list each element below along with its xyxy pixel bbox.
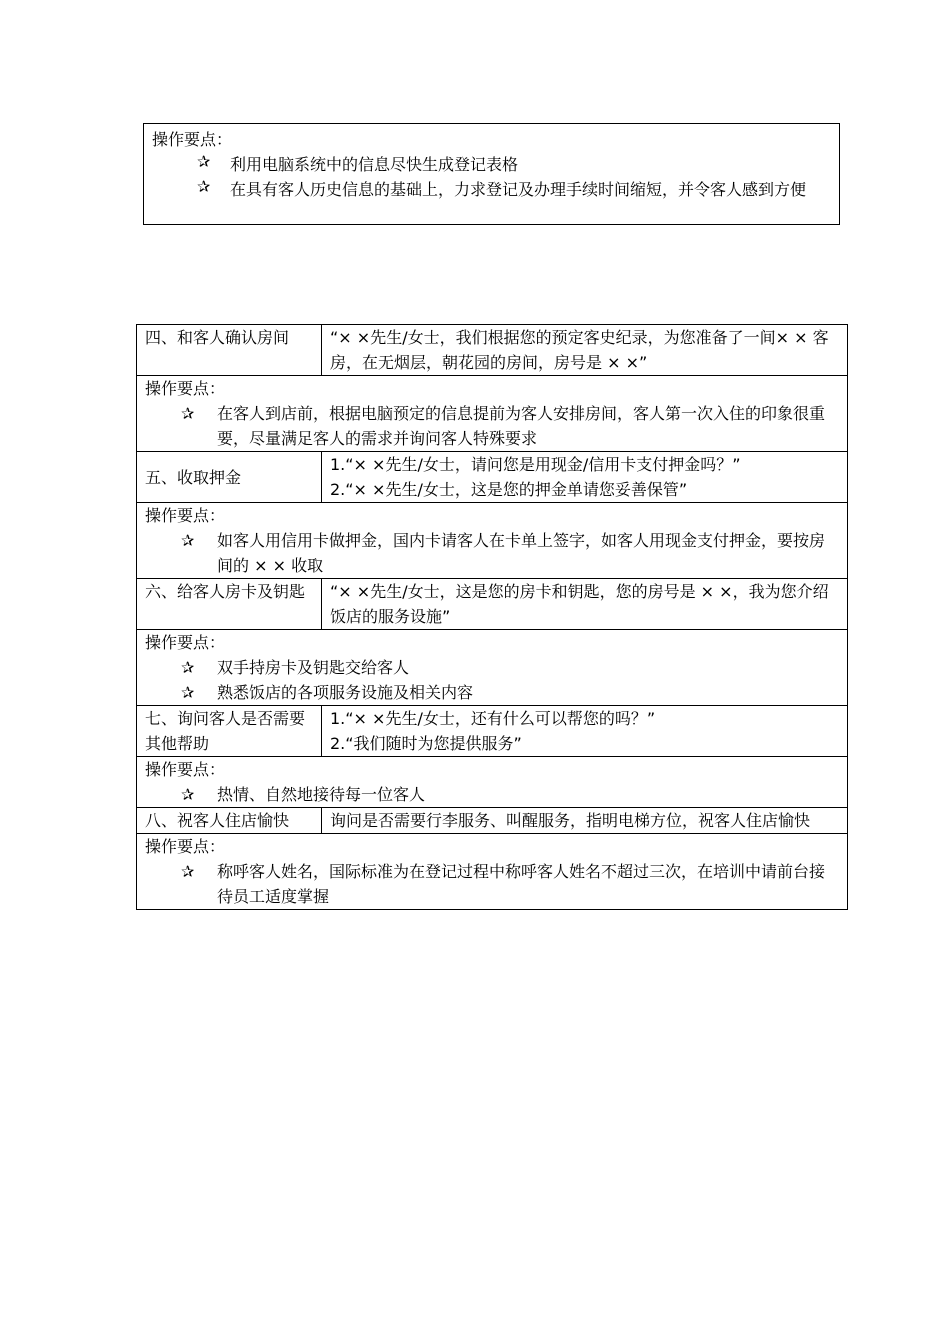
script-line: 1.“× ×先生/女士，还有什么可以帮您的吗？” (330, 709, 656, 728)
points-heading: 操作要点： (152, 130, 233, 149)
table-row (137, 452, 848, 503)
star-outline-icon: ✰ (181, 531, 195, 550)
bullet-text: 熟悉饭店的各项服务设施及相关内容 (217, 683, 474, 702)
star-outline-icon: ✰ (197, 152, 211, 171)
star-outline-icon: ✰ (197, 177, 211, 196)
step-points (137, 376, 848, 452)
table-row (137, 757, 848, 808)
table-row (137, 834, 848, 910)
points-heading: 操作要点： (145, 633, 226, 652)
step-points (137, 834, 848, 910)
procedure-table (136, 324, 848, 910)
script-line: 1.“× ×先生/女士，请问您是用现金/信用卡支付押金吗？” (330, 455, 741, 474)
bullet-text: 称呼客人姓名，国际标准为在登记过程中称呼客人姓名不超过三次，在培训中请前台接待员工适度掌握 (217, 862, 826, 906)
list-item (145, 680, 839, 705)
table-row (137, 579, 848, 630)
points-heading: 操作要点： (145, 379, 226, 398)
step-script: 询问是否需要行李服务、叫醒服务，指明电梯方位，祝客人住店愉快 (322, 808, 848, 834)
bullet-text: 热情、自然地接待每一位客人 (217, 785, 426, 804)
list-item (145, 528, 839, 578)
star-outline-icon: ✰ (181, 683, 195, 702)
step-script (322, 452, 848, 503)
step-title: 四、和客人确认房间 (137, 325, 322, 376)
step-points (137, 757, 848, 808)
bullet-text: 在客人到店前，根据电脑预定的信息提前为客人安排房间，客人第一次入住的印象很重要，尽量满足客人的需求并询问客人特殊要求 (217, 404, 826, 448)
step-title: 五、收取押金 (137, 452, 322, 503)
table-row (137, 630, 848, 706)
table-row (137, 325, 848, 376)
table-row (137, 503, 848, 579)
step-script: “× ×先生/女士，这是您的房卡和钥匙，您的房号是 × ×，我为您介绍饭店的服务设施” (322, 579, 848, 630)
list-item (152, 177, 829, 202)
step-title: 八、祝客人住店愉快 (137, 808, 322, 834)
step-script: “× ×先生/女士，我们根据您的预定客史纪录，为您准备了一间× × 客房，在无烟层，朝花园的房间，房号是 × ×” (322, 325, 848, 376)
script-line: 2.“我们随时为您提供服务” (330, 734, 522, 753)
step-points (137, 503, 848, 579)
points-heading: 操作要点： (145, 506, 226, 525)
bullet-text: 如客人用信用卡做押金，国内卡请客人在卡单上签字，如客人用现金支付押金，要按房间的 × × 收取 (217, 531, 826, 575)
bullet-text: 在具有客人历史信息的基础上，力求登记及办理手续时间缩短，并令客人感到方便 (230, 180, 807, 199)
operation-points-box (143, 123, 840, 225)
list-item (152, 152, 829, 177)
list-item (145, 401, 839, 451)
step-script (322, 706, 848, 757)
star-outline-icon: ✰ (181, 862, 195, 881)
step-points (137, 630, 848, 706)
step-title: 七、询问客人是否需要其他帮助 (137, 706, 322, 757)
star-outline-icon: ✰ (181, 785, 195, 804)
step-title: 六、给客人房卡及钥匙 (137, 579, 322, 630)
table-row (137, 706, 848, 757)
bullet-text: 利用电脑系统中的信息尽快生成登记表格 (230, 155, 519, 174)
table-row (137, 376, 848, 452)
list-item (145, 859, 839, 909)
list-item (145, 782, 839, 807)
list-item (145, 655, 839, 680)
script-line: 2.“× ×先生/女士，这是您的押金单请您妥善保管” (330, 480, 688, 499)
star-outline-icon: ✰ (181, 404, 195, 423)
table-row (137, 808, 848, 834)
star-outline-icon: ✰ (181, 658, 195, 677)
points-heading: 操作要点： (145, 837, 226, 856)
bullet-text: 双手持房卡及钥匙交给客人 (217, 658, 410, 677)
points-heading: 操作要点： (145, 760, 226, 779)
